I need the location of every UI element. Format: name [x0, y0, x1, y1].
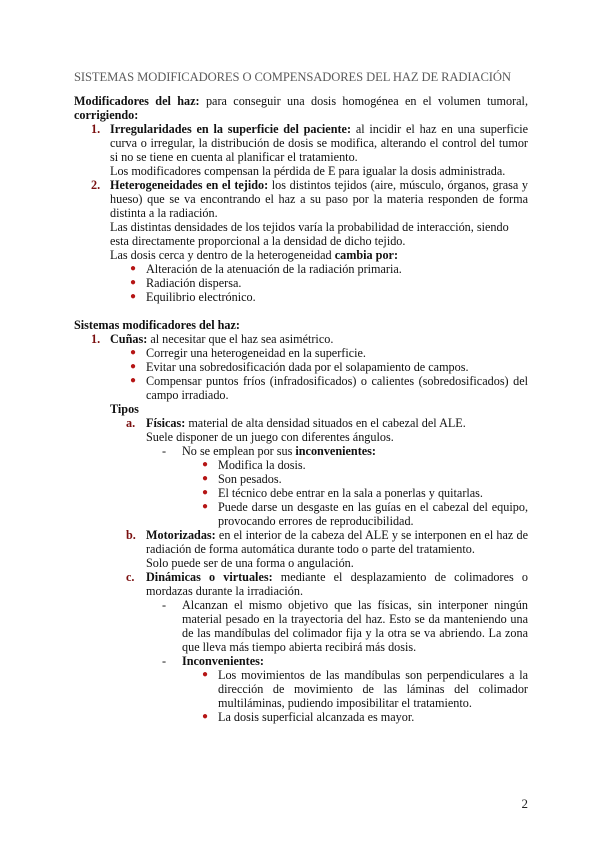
type-b-line2: Solo puede ser de una forma o angulación. — [146, 556, 354, 570]
bullet-icon: ● — [202, 459, 209, 470]
bullet-icon: ● — [130, 361, 137, 372]
list1-item-1 — [74, 122, 528, 178]
list1-item-1-text — [110, 122, 528, 164]
list-item — [182, 710, 528, 724]
bullet-text: Los movimientos de las mandíbulas son perpendiculares a la dirección de movimiento de las láminas del colimador multiláminas, pudiendo imposibilitar el tratamiento. — [218, 668, 528, 710]
type-a-body: material de alta densidad situados en el cabezal del ALE. — [185, 416, 466, 430]
list1-item-1-label: Irregularidades en la superficie del paciente: — [110, 122, 352, 136]
type-a-label: Físicas: — [146, 416, 186, 430]
bullet-text: Equilibrio electrónico. — [146, 290, 256, 304]
bullet-icon: ● — [202, 501, 209, 512]
type-a-dash — [146, 444, 528, 528]
list1-item-2 — [74, 178, 528, 304]
list-item — [110, 346, 528, 360]
bullet-icon: ● — [130, 277, 137, 288]
type-c-dash2-text — [182, 654, 528, 668]
type-c-body: mediante el desplazamiento de colimadores o mordazas durante la irradiación. — [146, 570, 528, 598]
intro-paragraph — [74, 94, 528, 122]
type-a-letter: a. — [126, 416, 136, 430]
bullet-text: Alteración de la atenuación de la radiación primaria. — [146, 262, 402, 276]
bullet-icon: ● — [202, 473, 209, 484]
page-number: 2 — [521, 796, 528, 811]
list1-item-1-extra: Los modificadores compensan la pérdida de E para igualar la dosis administrada. — [110, 164, 506, 178]
bullet-text: Corregir una heterogeneidad en la superficie. — [146, 346, 366, 360]
type-a-line2: Suele disponer de un juego con diferentes ángulos. — [146, 430, 394, 444]
bullet-icon: ● — [130, 291, 137, 302]
bullet-icon: ● — [202, 487, 209, 498]
tipos-heading — [74, 402, 528, 416]
near-bold: cambia por: — [334, 248, 399, 262]
type-c-dash-2 — [146, 654, 528, 724]
near-text: Las dosis cerca y dentro de la heterogeneidad — [110, 248, 335, 262]
bullet-text: Puede darse un desgaste en las guías en el cabezal del equipo, provocando errores de reproducibilidad. — [218, 500, 528, 528]
type-a-text — [146, 416, 528, 430]
section2-item-1-text — [110, 332, 528, 346]
list-item — [182, 668, 528, 710]
bullet-text: Radiación dispersa. — [146, 276, 242, 290]
list1-item-2-number: 2. — [91, 178, 101, 192]
list-item — [182, 472, 528, 486]
bullet-text: Evitar una sobredosificación dada por el solapamiento de campos. — [146, 360, 469, 374]
section2-item-1-label: Cuñas: — [110, 332, 148, 346]
bullet-text: Modifica la dosis. — [218, 458, 306, 472]
list1-item-2-extra: Las distintas densidades de los tejidos varía la probabilidad de interacción, siendo esta directamente proporcional a la densidad de dicho tejido. — [110, 220, 509, 248]
document-title: SISTEMAS MODIFICADORES O COMPENSADORES DEL HAZ DE RADIACIÓN — [74, 70, 511, 84]
type-b-label: Motorizadas: — [146, 528, 216, 542]
bullet-icon: ● — [202, 711, 209, 722]
type-b-letter: b. — [126, 528, 136, 542]
type-a — [74, 416, 528, 528]
bullet-text: La dosis superficial alcanzada es mayor. — [218, 710, 415, 724]
bullet-icon: ● — [202, 669, 209, 680]
bullet-text: El técnico debe entrar en la sala a ponerlas y quitarlas. — [218, 486, 483, 500]
section2-heading-text: Sistemas modificadores del haz: — [74, 318, 240, 332]
type-a-dash-text — [182, 444, 528, 458]
list1-item-2-text — [110, 178, 528, 220]
type-c-label: Dinámicas o virtuales: — [146, 570, 273, 584]
bullet-icon: ● — [130, 347, 137, 358]
list-item — [110, 360, 528, 374]
type-c-letter: c. — [126, 570, 135, 584]
type-c-dash-1 — [146, 598, 528, 654]
bullet-icon: ● — [130, 263, 137, 274]
list-item — [182, 458, 528, 472]
type-b — [74, 528, 528, 570]
dash-icon: - — [162, 598, 167, 612]
list-item — [110, 262, 528, 276]
list1-item-1-number: 1. — [91, 122, 101, 136]
type-b-text — [146, 528, 528, 556]
intro-tail: corrigiendo: — [74, 108, 139, 122]
section-spacer — [74, 304, 528, 318]
dash-text: No se emplean por sus — [182, 444, 296, 458]
type-c-dash2-label: Inconvenientes: — [182, 654, 264, 668]
section2-item-1 — [74, 332, 528, 402]
list-item — [182, 500, 528, 528]
list1-item-2-near — [110, 248, 528, 262]
type-b-body: en el interior de la cabeza del ALE y se interponen en el haz de radiación de forma automática durante todo o parte del tratamiento. — [146, 528, 528, 556]
bullet-icon: ● — [130, 375, 137, 386]
dash-icon: - — [162, 654, 167, 668]
type-c — [74, 570, 528, 724]
list1-item-2-label: Heterogeneidades en el tejido: — [110, 178, 269, 192]
section2-item-1-number: 1. — [91, 332, 101, 346]
document-body — [74, 94, 528, 724]
tipos-label: Tipos — [110, 402, 139, 416]
list-item — [110, 290, 528, 304]
type-c-text — [146, 570, 528, 598]
list-item — [110, 276, 528, 290]
dash-icon: - — [162, 444, 167, 458]
intro-text: para conseguir una dosis homogénea en el volumen tumoral, — [199, 94, 528, 108]
dash-bold: inconvenientes: — [295, 444, 376, 458]
intro-label: Modificadores del haz: — [74, 94, 200, 108]
type-c-dash1-text: Alcanzan el mismo objetivo que las físicas, sin interponer ningún material pesado en la trayectoria del haz. Esto se da manteniendo una de las mandíbulas del colimador fija y la otra se va abriendo. La zona que lleva más tiempo abierta recibirá más dosis. — [182, 598, 528, 654]
section2-heading — [74, 318, 528, 332]
list1-item-2-body: los distintos tejidos (aire, músculo, órganos, grasa y hueso) que se va encontrando el haz a su paso por la materia responden de forma distinta a la radiación. — [110, 178, 528, 220]
list-item — [182, 486, 528, 500]
section2-item-1-body: al necesitar que el haz sea asimétrico. — [147, 332, 334, 346]
list1-item-1-body: al incidir el haz en una superficie curva o irregular, la distribución de dosis se modifica, alterando el control del tumor si no se tiene en cuenta al planificar el tratamiento. — [110, 122, 529, 164]
bullet-text: Compensar puntos fríos (infradosificados) o calientes (sobredosificados) del campo irradiado. — [146, 374, 528, 402]
bullet-text: Son pesados. — [218, 472, 282, 486]
list-item — [110, 374, 528, 402]
